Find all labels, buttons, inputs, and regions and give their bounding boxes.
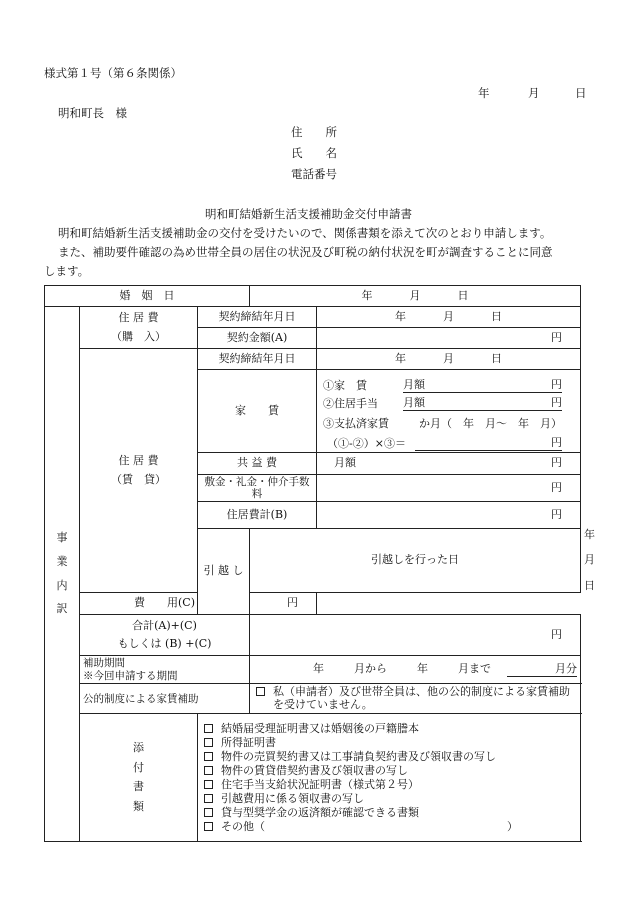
- sum-row: [45, 615, 581, 656]
- purchase-contract-date-field[interactable]: [317, 307, 581, 328]
- deposit-label: 敷金・礼金・仲介手数料: [198, 475, 317, 502]
- attachments-char: 添: [133, 740, 144, 754]
- attachments-char: 付: [133, 760, 144, 774]
- yen-unit: 円: [551, 456, 563, 470]
- attachment-text: その他（ ）: [221, 819, 518, 833]
- deposit-field[interactable]: [317, 475, 581, 502]
- common-fee-field[interactable]: [317, 453, 581, 475]
- period-label-line2: ※今回申請する期間: [83, 669, 178, 682]
- attachments-row: [45, 714, 581, 842]
- date-month: 月: [528, 86, 540, 100]
- date-year: 年: [478, 86, 490, 100]
- public-aid-label: 公的制度による家賃補助: [80, 684, 250, 714]
- attachment-checkbox[interactable]: [204, 724, 213, 733]
- moving-cost-row: [45, 593, 581, 615]
- purchase-amount-field[interactable]: [317, 328, 581, 349]
- sum-label-line1: 合計(A)+(C): [132, 619, 197, 633]
- attachment-text: 引越費用に係る領収書の写し: [221, 791, 364, 805]
- attachment-text: 物件の賃貸借契約書及び領収書の写し: [221, 763, 408, 777]
- yen-unit: 円: [551, 627, 563, 641]
- rent-detail-field[interactable]: [317, 370, 581, 453]
- rent-item3-label: ③支払済家賃: [323, 416, 390, 430]
- period-months: 月分: [555, 661, 578, 675]
- attachment-checkbox[interactable]: [204, 766, 213, 775]
- public-aid-checkbox[interactable]: [256, 687, 265, 696]
- rent-formula-input[interactable]: [415, 437, 562, 451]
- attachment-text: 所得証明書: [221, 735, 276, 749]
- business-detail-char: 業: [56, 554, 68, 568]
- business-detail-label: [45, 307, 80, 842]
- yen-unit: 円: [551, 435, 563, 449]
- attachment-item: [204, 820, 577, 834]
- attachment-text: 貸与型奨学金の返済額が確認できる書類: [221, 805, 419, 819]
- attachment-item: [204, 778, 577, 792]
- yen-unit: 円: [551, 330, 563, 344]
- period-from-month: 月から: [354, 662, 388, 676]
- ymd-day: 日: [457, 288, 469, 302]
- rent-item2-label: ②住居手当: [323, 396, 379, 410]
- rent-item1-label: ①家 賃: [323, 378, 368, 392]
- period-label: [80, 656, 250, 684]
- attachments-char: 類: [133, 799, 144, 813]
- public-aid-field: [250, 684, 581, 714]
- rent-contract-date-field[interactable]: [317, 349, 581, 370]
- attachment-checkbox[interactable]: [204, 780, 213, 789]
- body-paragraph-1: 明和町結婚新生活支援補助金の交付を受けたいので、関係書類を添えて次のとおり申請します。: [58, 226, 552, 240]
- ymd-year: 年: [395, 309, 407, 323]
- yen-unit: 円: [551, 507, 563, 521]
- monthly-label: 月額: [334, 456, 357, 470]
- attachment-checkbox[interactable]: [204, 752, 213, 761]
- period-months-input[interactable]: [507, 663, 577, 677]
- attachments-label: [80, 714, 198, 842]
- attachment-item: [204, 792, 577, 806]
- ymd-month: 月: [584, 553, 596, 567]
- purchase-contract-date-label: 契約締結年月日: [198, 307, 317, 328]
- sum-label: [80, 615, 250, 656]
- marriage-date-field[interactable]: [250, 286, 581, 307]
- attachment-checkbox[interactable]: [204, 738, 213, 747]
- sum-field[interactable]: [250, 615, 581, 656]
- attachments-list: [198, 714, 581, 842]
- purchase-contract-date-row: [45, 307, 581, 328]
- marriage-date-label: 婚 姻 日: [45, 286, 250, 307]
- purchase-amount-label: 契約金額(A): [198, 328, 317, 349]
- attachments-char: 書: [133, 780, 144, 794]
- purchase-label-line1: 住 居 費: [118, 310, 159, 324]
- rent-contract-date-row: [45, 349, 581, 370]
- rent-item2-input[interactable]: [403, 397, 562, 411]
- period-from-year: 年: [313, 662, 325, 676]
- ymd-month: 月: [409, 288, 421, 302]
- addressee: 明和町長 様: [58, 106, 127, 120]
- ymd-year: 年: [395, 351, 407, 365]
- ymd-year: 年: [361, 288, 373, 302]
- sum-label-line2: もしくは (B) +(C): [117, 636, 212, 650]
- ymd-day: 日: [491, 351, 503, 365]
- phone-label: 電話番号: [291, 167, 337, 181]
- rent-item3-months: か月（ 年 月～ 年 月）: [419, 416, 563, 430]
- moving-cost-label: 費 用(C): [80, 593, 250, 615]
- attachment-item: [204, 764, 577, 778]
- monthly-label: 月額: [403, 377, 426, 391]
- attachment-text: 物件の売買契約書又は工事請負契約書及び領収書の写し: [221, 749, 496, 763]
- rent-item1-input[interactable]: [403, 379, 562, 393]
- marriage-date-row: [45, 286, 581, 307]
- ymd-year: 年: [584, 528, 596, 541]
- period-to-month: 月まで: [458, 662, 492, 676]
- rent-total-field[interactable]: [317, 502, 581, 529]
- business-detail-char: 内: [56, 578, 68, 592]
- name-label: 氏 名: [291, 146, 337, 160]
- rent-formula: （①-②）×③＝: [327, 436, 406, 450]
- attachment-item: [204, 750, 577, 764]
- document-title: 明和町結婚新生活支援補助金交付申請書: [205, 207, 412, 221]
- moving-date-label: 引越しを行った日: [250, 529, 581, 593]
- moving-label: 引 越 し: [198, 529, 250, 615]
- attachment-text: 結婚届受理証明書又は婚姻後の戸籍謄本: [221, 721, 419, 735]
- attachment-item: [204, 722, 577, 736]
- attachment-item: [204, 736, 577, 750]
- rent-label: [80, 349, 198, 593]
- yen-unit: 円: [551, 395, 563, 409]
- yen-unit: 円: [287, 596, 299, 610]
- period-to-year: 年: [417, 662, 429, 676]
- rent-total-label: 住居費計(B): [198, 502, 317, 529]
- attachment-text: 住宅手当支給状況証明書（様式第２号）: [221, 777, 419, 791]
- date-day: 日: [575, 86, 587, 100]
- rent-contract-date-label: 契約締結年月日: [198, 349, 317, 370]
- attachment-checkbox[interactable]: [204, 808, 213, 817]
- form-number: 様式第１号（第６条関係）: [44, 66, 182, 80]
- period-label-line1: 補助期間: [83, 657, 125, 670]
- common-fee-label: 共 益 費: [198, 453, 317, 475]
- ymd-month: 月: [443, 309, 455, 323]
- moving-cost-field[interactable]: [250, 593, 317, 615]
- yen-unit: 円: [551, 480, 563, 494]
- ymd-day: 日: [584, 578, 596, 592]
- business-detail-char: 訳: [56, 602, 68, 616]
- address-label: 住 所: [291, 125, 337, 139]
- business-detail-char: 事: [56, 531, 68, 545]
- ymd-month: 月: [443, 351, 455, 365]
- attachment-item: [204, 806, 577, 820]
- attachment-checkbox[interactable]: [204, 822, 213, 831]
- period-field[interactable]: [250, 656, 581, 684]
- body-paragraph-2-line2: します。: [44, 264, 90, 278]
- monthly-label: 月額: [403, 395, 426, 409]
- rent-label-line2: （賃 貸）: [111, 472, 166, 486]
- application-table: [44, 285, 596, 842]
- public-aid-text-line1: 私（申請者）及び世帯全員は、他の公的制度による家賃補助: [273, 685, 571, 699]
- rent-label-line1: 住 居 費: [118, 453, 159, 467]
- ymd-day: 日: [491, 309, 503, 323]
- yen-unit: 円: [551, 377, 563, 391]
- rent-detail-label: 家 賃: [198, 370, 317, 453]
- body-paragraph-2-line1: また、補助要件確認の為め世帯全員の居住の状況及び町税の納付状況を町が調査することに同意: [58, 245, 553, 259]
- purchase-label-line2: （購 入）: [111, 329, 166, 343]
- period-row: [45, 656, 581, 684]
- purchase-label: [80, 307, 198, 349]
- attachment-checkbox[interactable]: [204, 794, 213, 803]
- public-aid-row: [45, 684, 581, 714]
- public-aid-text-line2: を受けていません。: [273, 697, 373, 711]
